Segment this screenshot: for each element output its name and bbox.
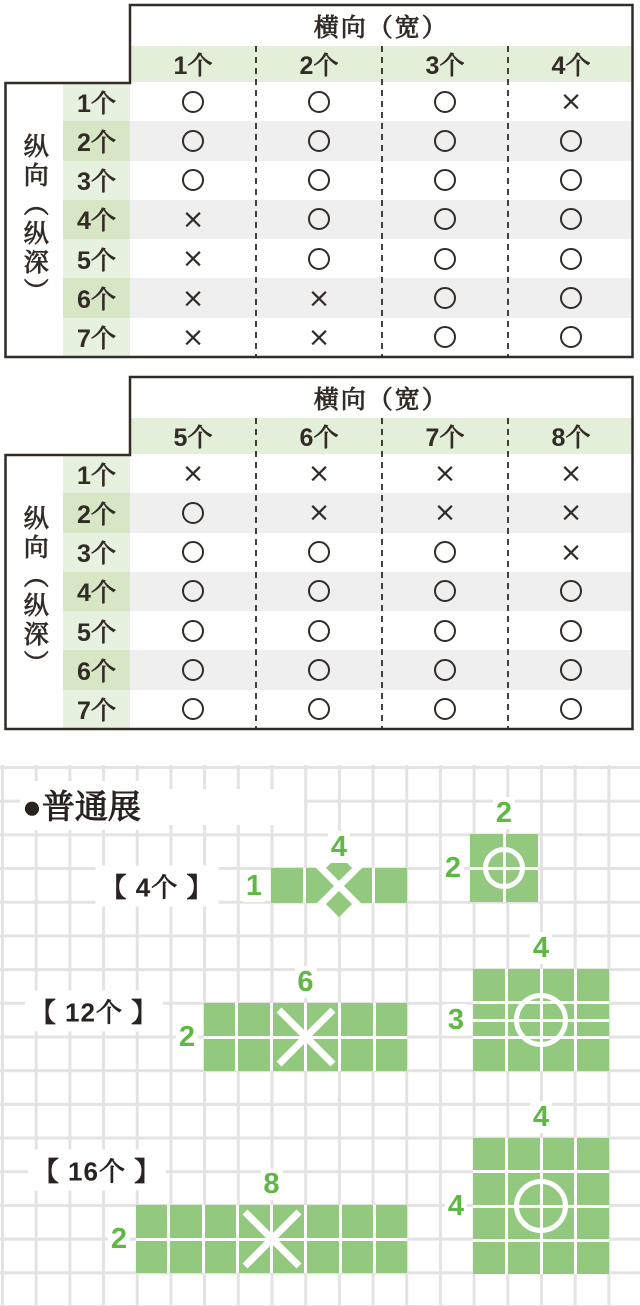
matrix-cell <box>256 121 382 160</box>
grid-unit <box>204 1003 235 1036</box>
column-label: 2个 <box>299 52 339 80</box>
grid-unit <box>205 1241 236 1274</box>
depth-count-label: 1 <box>243 870 265 902</box>
matrix-cell <box>256 239 382 278</box>
circle-mark <box>560 620 582 642</box>
circle-mark <box>182 620 204 642</box>
invalid-arrangement-block <box>204 1003 407 1071</box>
group-label: 【 12个 】 <box>25 991 163 1032</box>
matrix-cell <box>130 454 256 493</box>
matrix-cell <box>130 611 256 650</box>
circle-mark <box>308 580 330 602</box>
matrix-cell <box>508 533 634 572</box>
matrix-cell <box>508 318 634 357</box>
column-label: 5个 <box>173 424 213 452</box>
circle-mark <box>182 130 204 152</box>
x-mark: × <box>559 497 583 529</box>
valid-arrangement-block <box>473 969 609 1071</box>
grid-unit <box>473 1138 505 1170</box>
matrix-cell <box>382 239 508 278</box>
row-label: 4个 <box>77 207 116 236</box>
width-count-label: 4 <box>530 932 552 964</box>
grid-unit <box>508 1242 540 1274</box>
grid-unit <box>238 1003 269 1036</box>
matrix-cell <box>130 82 256 121</box>
matrix-cell <box>130 493 256 532</box>
circle-mark <box>434 620 456 642</box>
matrix-cell <box>382 650 508 689</box>
circle-mark <box>434 659 456 681</box>
grid-unit <box>473 1242 505 1274</box>
matrix-cell <box>256 493 382 532</box>
circle-mark <box>560 130 582 152</box>
matrix-cell <box>382 493 508 532</box>
depth-count-label: 2 <box>108 1223 130 1255</box>
grid-unit <box>307 1241 338 1274</box>
matrix-cell <box>508 239 634 278</box>
row-axis-label: 纵向（纵深） <box>20 504 49 679</box>
grid-unit <box>473 1208 505 1240</box>
circle-mark <box>434 130 456 152</box>
grid-unit <box>577 1039 609 1071</box>
circle-mark <box>182 502 204 524</box>
x-mark: × <box>307 282 331 314</box>
circle-mark <box>308 248 330 270</box>
circle-mark <box>182 698 204 720</box>
width-count-label: 6 <box>294 966 316 998</box>
grid-unit <box>271 868 303 903</box>
row-label: 6个 <box>77 658 116 687</box>
matrix-cell <box>130 121 256 160</box>
circle-mark <box>560 208 582 230</box>
row-label: 7个 <box>77 325 116 354</box>
matrix-cell <box>382 82 508 121</box>
matrix-cell <box>130 200 256 239</box>
group-label: 【 4个 】 <box>96 866 219 907</box>
circle-mark <box>434 698 456 720</box>
matrix-cell <box>508 690 634 729</box>
x-mark <box>274 1005 338 1069</box>
circle-mark <box>308 208 330 230</box>
matrix-cell <box>256 318 382 357</box>
row-label: 5个 <box>77 618 116 647</box>
matrix-cell <box>130 533 256 572</box>
matrix-cell <box>382 533 508 572</box>
matrix-cell <box>256 572 382 611</box>
column-label: 1个 <box>173 52 213 80</box>
group-label: 【 16个 】 <box>28 1150 166 1191</box>
circle-mark <box>514 993 568 1047</box>
circle-mark <box>308 169 330 191</box>
circle-mark <box>560 580 582 602</box>
grid-unit <box>342 1205 373 1238</box>
matrix-cell <box>508 200 634 239</box>
circle-mark <box>560 326 582 348</box>
x-mark: × <box>307 458 331 490</box>
matrix-cell <box>130 318 256 357</box>
matrix-cell <box>130 650 256 689</box>
row-label: 2个 <box>77 128 116 157</box>
matrix-cell <box>508 161 634 200</box>
grid-unit <box>238 1039 269 1072</box>
row-label: 2个 <box>77 500 116 529</box>
matrix-cell <box>382 318 508 357</box>
matrix-cell <box>382 572 508 611</box>
grid-unit <box>577 1173 609 1205</box>
circle-mark <box>434 580 456 602</box>
grid-unit <box>136 1205 167 1238</box>
grid-unit <box>473 1173 505 1205</box>
row-label: 1个 <box>77 89 116 118</box>
circle-mark <box>182 91 204 113</box>
circle-mark <box>560 659 582 681</box>
matrix-cell <box>382 200 508 239</box>
circle-mark <box>434 248 456 270</box>
matrix-cell <box>256 82 382 121</box>
grid-unit <box>577 969 609 1001</box>
grid-unit <box>543 1138 575 1170</box>
grid-unit <box>473 1039 505 1071</box>
matrix-cell <box>130 239 256 278</box>
circle-mark <box>308 620 330 642</box>
circle-mark <box>182 659 204 681</box>
depth-count-label: 2 <box>442 852 464 884</box>
valid-arrangement-block <box>470 834 538 902</box>
row-label: 4个 <box>77 579 116 608</box>
depth-count-label: 2 <box>176 1021 198 1053</box>
invalid-arrangement-block <box>136 1205 407 1273</box>
matrix-cell <box>256 650 382 689</box>
x-mark <box>311 858 367 914</box>
x-mark: × <box>433 458 457 490</box>
row-label: 1个 <box>77 461 116 490</box>
grid-unit <box>508 1138 540 1170</box>
x-mark: × <box>181 282 205 314</box>
x-mark <box>240 1207 304 1271</box>
matrix-cell <box>382 454 508 493</box>
column-label: 3个 <box>425 52 465 80</box>
circle-mark <box>308 91 330 113</box>
valid-arrangement-block <box>473 1138 609 1274</box>
matrix-cell <box>382 278 508 317</box>
grid-unit <box>136 1241 167 1274</box>
matrix-cell <box>508 82 634 121</box>
circle-mark <box>483 847 525 889</box>
erased-area <box>132 789 304 825</box>
depth-count-label: 4 <box>445 1190 467 1222</box>
grid-unit <box>577 1242 609 1274</box>
circle-mark <box>514 1179 568 1233</box>
matrix-cell <box>508 278 634 317</box>
circle-mark <box>308 541 330 563</box>
circle-mark <box>308 659 330 681</box>
circle-mark <box>308 698 330 720</box>
matrix-cell <box>256 161 382 200</box>
circle-mark <box>434 169 456 191</box>
width-count-label: 4 <box>328 831 350 863</box>
circle-mark <box>560 287 582 309</box>
grid-unit <box>376 1205 407 1238</box>
circle-mark <box>182 169 204 191</box>
matrix-cell <box>256 611 382 650</box>
matrix-cell <box>508 650 634 689</box>
matrix-cell <box>256 278 382 317</box>
grid-unit <box>376 1003 407 1036</box>
matrix-cell <box>382 611 508 650</box>
matrix-cell <box>130 690 256 729</box>
row-axis-label: 纵向（纵深） <box>20 132 49 307</box>
grid-unit <box>473 969 505 1001</box>
matrix-cell <box>130 572 256 611</box>
column-label: 7个 <box>425 424 465 452</box>
layout-diagram-panel <box>0 765 640 1306</box>
column-label: 8个 <box>551 424 591 452</box>
grid-unit <box>205 1205 236 1238</box>
x-mark: × <box>181 458 205 490</box>
x-mark: × <box>181 203 205 235</box>
width-count-label: 2 <box>493 797 515 829</box>
matrix-cell <box>382 690 508 729</box>
row-label: 6个 <box>77 286 116 315</box>
x-mark: × <box>307 321 331 353</box>
circle-mark <box>434 287 456 309</box>
row-label: 3个 <box>77 168 116 197</box>
circle-mark <box>560 248 582 270</box>
matrix-cell <box>256 690 382 729</box>
circle-mark <box>182 580 204 602</box>
matrix-cell <box>508 493 634 532</box>
grid-unit <box>577 1208 609 1240</box>
x-mark: × <box>181 321 205 353</box>
row-label: 7个 <box>77 697 116 726</box>
column-label: 4个 <box>551 52 591 80</box>
grid-unit <box>375 868 407 903</box>
grid-unit <box>170 1241 201 1274</box>
row-label: 5个 <box>77 246 116 275</box>
matrix-cell <box>508 572 634 611</box>
matrix-cell <box>256 200 382 239</box>
x-mark: × <box>181 243 205 275</box>
layout-table-5-8 <box>0 372 640 734</box>
row-label: 3个 <box>77 540 116 569</box>
grid-unit <box>376 1039 407 1072</box>
grid-unit <box>170 1205 201 1238</box>
grid-unit <box>341 1039 372 1072</box>
x-mark: × <box>559 458 583 490</box>
grid-unit <box>307 1205 338 1238</box>
circle-mark <box>560 698 582 720</box>
width-count-label: 8 <box>260 1168 282 1200</box>
grid-unit <box>204 1039 235 1072</box>
matrix-cell <box>508 121 634 160</box>
grid-unit <box>342 1241 373 1274</box>
x-mark: × <box>559 536 583 568</box>
matrix-cell <box>508 611 634 650</box>
invalid-arrangement-block <box>271 868 407 903</box>
x-mark: × <box>559 86 583 118</box>
matrix-cell <box>382 161 508 200</box>
circle-mark <box>434 91 456 113</box>
grid-unit <box>376 1241 407 1274</box>
grid-unit <box>543 1242 575 1274</box>
matrix-cell <box>256 454 382 493</box>
width-count-label: 4 <box>530 1101 552 1133</box>
column-axis-label: 横向（宽） <box>313 13 449 42</box>
grid-unit <box>341 1003 372 1036</box>
column-axis-label: 横向（宽） <box>313 385 449 414</box>
layout-table-1-4 <box>0 0 640 362</box>
column-label: 6个 <box>299 424 339 452</box>
matrix-cell <box>382 121 508 160</box>
circle-mark <box>560 169 582 191</box>
matrix-cell <box>130 278 256 317</box>
matrix-cell <box>508 454 634 493</box>
depth-count-label: 3 <box>445 1004 467 1036</box>
circle-mark <box>182 541 204 563</box>
x-mark: × <box>433 497 457 529</box>
grid-unit <box>577 1138 609 1170</box>
matrix-cell <box>256 533 382 572</box>
circle-mark <box>434 541 456 563</box>
circle-mark <box>434 326 456 348</box>
diagram-title: ●普通展 <box>20 781 149 830</box>
x-mark: × <box>307 497 331 529</box>
circle-mark <box>308 130 330 152</box>
matrix-cell <box>130 161 256 200</box>
circle-mark <box>434 208 456 230</box>
